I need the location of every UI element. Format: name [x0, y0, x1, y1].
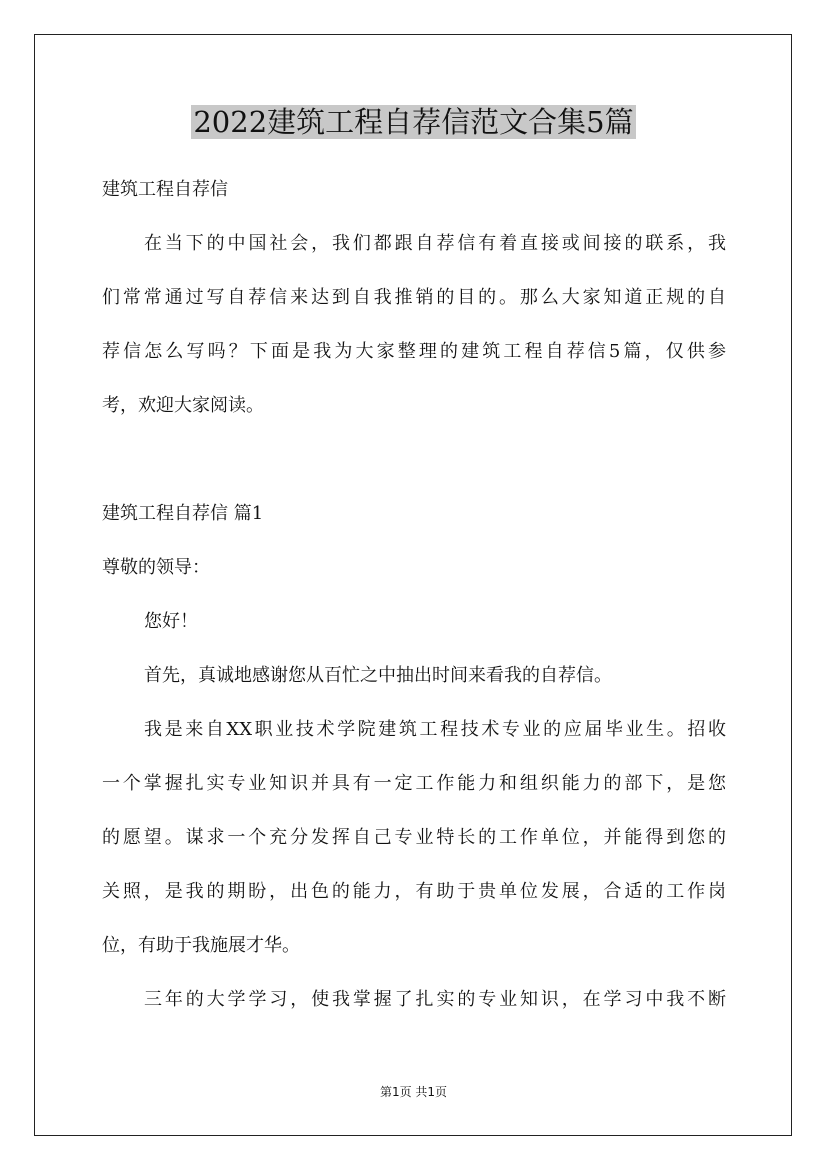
body-line: 的愿望。谋求一个充分发挥自己专业特长的工作单位，并能得到您的 [102, 827, 726, 848]
section-heading: 建筑工程自荐信 篇1 [102, 503, 264, 524]
document-title [0, 100, 827, 144]
thanks-line: 首先，真诚地感谢您从百忙之中抽出时间来看我的自荐信。 [144, 665, 612, 686]
paragraph-gap [102, 433, 726, 487]
greeting: 您好！ [144, 611, 198, 632]
body-line: 位，有助于我施展才华。 [102, 935, 300, 956]
document-title-text: 2022建筑工程自荐信范文合集5篇 [193, 105, 634, 139]
salutation: 尊敬的领导： [102, 557, 210, 578]
intro-line: 考，欢迎大家阅读。 [102, 395, 264, 416]
intro-line: 荐信怎么写吗？下面是我为大家整理的建筑工程自荐信5篇，仅供参 [102, 341, 726, 362]
body-line: 我是来自XX职业技术学院建筑工程技术专业的应届毕业生。招收 [144, 719, 726, 740]
body-line: 一个掌握扎实专业知识并具有一定工作能力和组织能力的部下，是您 [102, 773, 726, 794]
page-footer: 第1页 共1页 [379, 1085, 448, 1099]
body-line: 关照，是我的期盼，出色的能力，有助于贵单位发展，合适的工作岗 [102, 881, 726, 902]
intro-line: 们常常通过写自荐信来达到自我推销的目的。那么大家知道正规的自 [102, 287, 726, 308]
body-line: 三年的大学学习，使我掌握了扎实的专业知识，在学习中我不断 [144, 989, 726, 1010]
intro-line: 在当下的中国社会，我们都跟自荐信有着直接或间接的联系，我 [144, 233, 726, 254]
document-body [102, 163, 726, 1027]
letter-heading: 建筑工程自荐信 [102, 179, 228, 200]
